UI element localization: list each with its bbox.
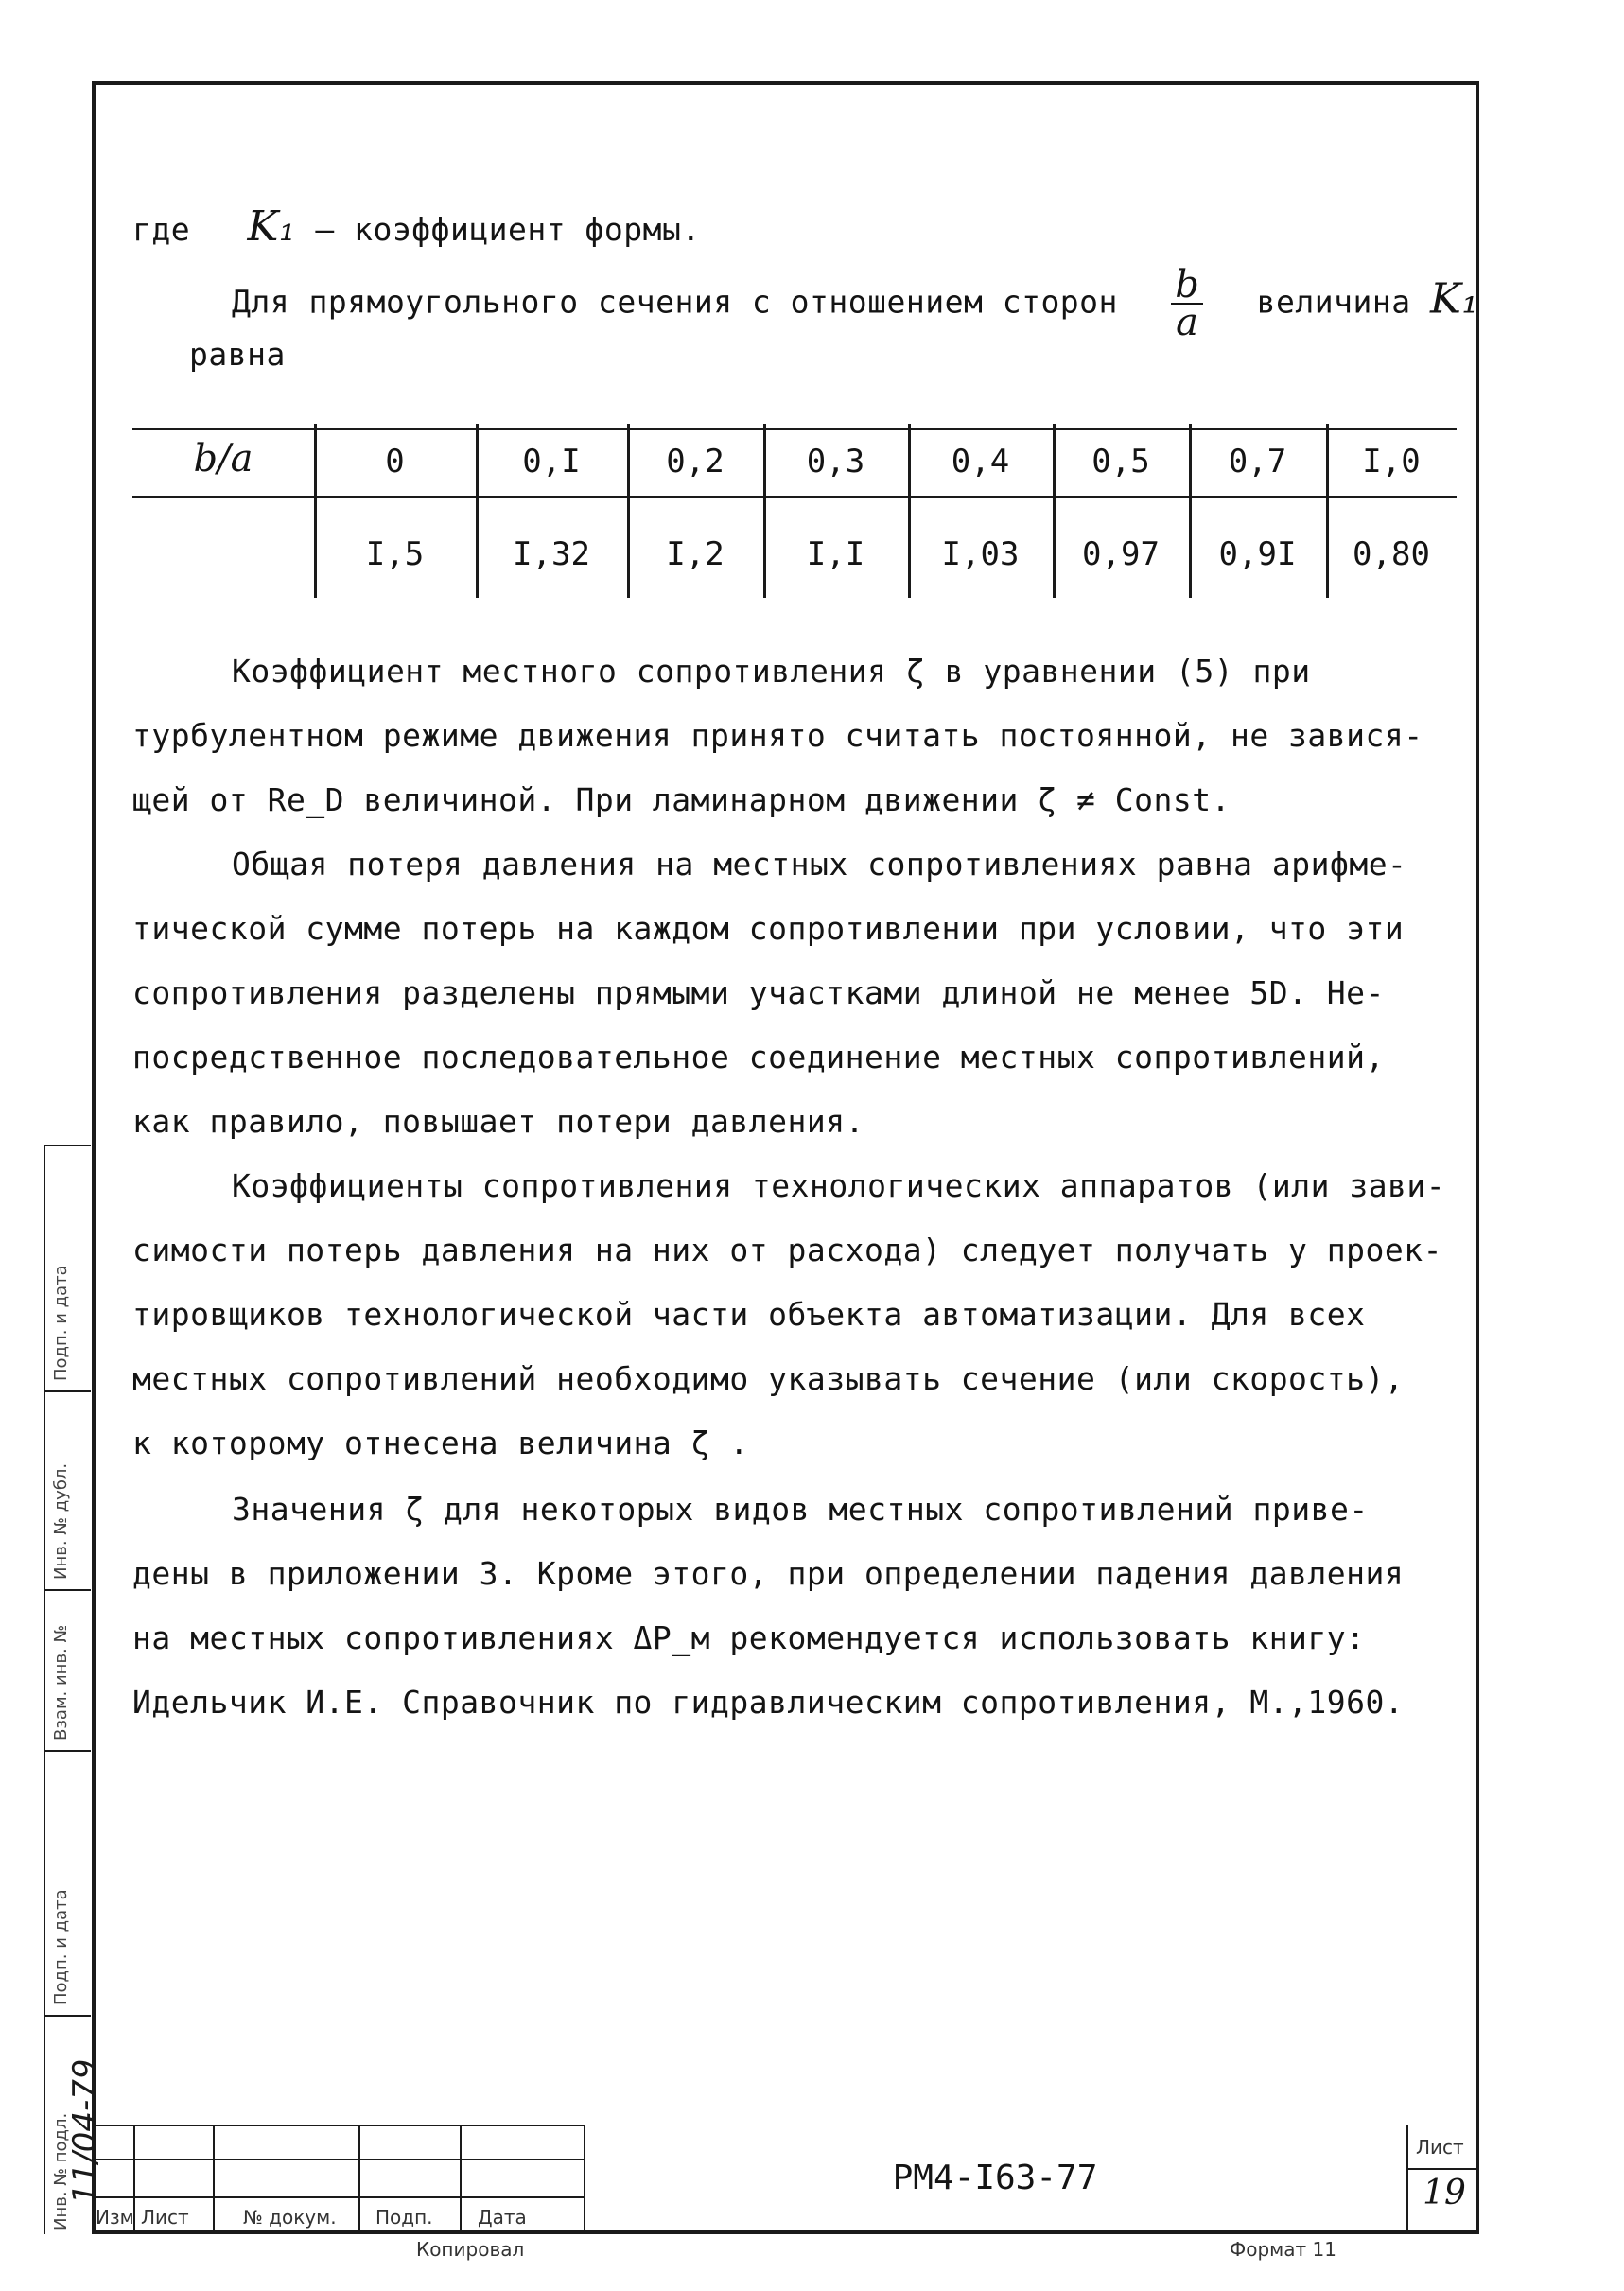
table-k-cell: I,I: [806, 535, 865, 573]
margin-handwritten-note: 11/04-79: [66, 2058, 104, 2204]
tb-col: [213, 2125, 215, 2234]
title-block: [92, 2125, 1479, 2234]
margin-field-sign-date-2: Подп. и дата: [51, 1889, 71, 2005]
tb-rule: [92, 2125, 584, 2126]
paragraph-3-line: к которому отнесена величина ζ .: [132, 1425, 749, 1461]
table-ratio-cell: I,0: [1362, 443, 1421, 481]
margin-field-sign-date: Подп. и дата: [51, 1265, 71, 1381]
ratio-text: Для прямоугольного сечения с отношением сторон: [232, 283, 1118, 321]
tb-label-izm: Изм: [96, 2206, 134, 2229]
table-ratio-cell: 0,3: [806, 443, 865, 481]
paragraph-1-line: щей от Re_D величиной. При ламинарном движении ζ ≠ Const.: [132, 781, 1231, 818]
tb-rule: [92, 2159, 584, 2160]
table-ratio-cell: 0,7: [1228, 443, 1287, 481]
fraction-numerator: b: [1175, 263, 1200, 306]
margin-field-replace-inv: Взам. инв. №: [51, 1624, 71, 1740]
word-gde: где: [132, 211, 191, 248]
tb-label-sign: Подп.: [375, 2206, 433, 2229]
paragraph-3-line: Коэффициенты сопротивления технологических аппаратов (или зави-: [232, 1167, 1446, 1204]
tb-label-date: Дата: [478, 2206, 527, 2229]
margin-divider: [44, 1145, 91, 1146]
paragraph-2-line: как правило, повышает потери давления.: [132, 1103, 864, 1140]
paragraph-4-line: Значения ζ для некоторых видов местных сопротивлений приве-: [232, 1491, 1369, 1528]
tb-label-doc: № докум.: [243, 2206, 337, 2229]
k1-definition: – коэффициент формы.: [315, 211, 701, 248]
page-frame: [92, 81, 1479, 2234]
symbol-k1-2: K₁: [1430, 274, 1479, 324]
margin-divider: [44, 1750, 91, 1752]
table-k-cell: 0,97: [1082, 535, 1160, 573]
margin-divider: [44, 1390, 91, 1392]
intro-line-1: [132, 202, 701, 251]
word-ravna: равна: [189, 336, 286, 373]
fraction-denominator: a: [1176, 301, 1199, 344]
margin-divider: [44, 1589, 91, 1591]
sheet-label: Лист: [1416, 2136, 1464, 2159]
table-k-cell: 0,9I: [1218, 535, 1297, 573]
tb-col: [358, 2125, 360, 2234]
margin-border: [44, 1145, 45, 2234]
doc-code: РМ4-I63-77: [892, 2159, 1098, 2197]
tb-rule: [1406, 2168, 1479, 2170]
paragraph-2-line: сопротивления разделены прямыми участками длиной не менее 5D. Не-: [132, 974, 1385, 1011]
table-k-cell: I,5: [365, 535, 425, 573]
table-ratio-cell: 0,2: [666, 443, 725, 481]
paragraph-3-line: симости потерь давления на них от расхода) следует получать у проек-: [132, 1232, 1443, 1268]
table-k-cell: I,32: [513, 535, 590, 573]
table-header-rule: [132, 496, 1457, 498]
k1-table: [132, 424, 1457, 598]
symbol-k1: K₁: [247, 202, 296, 251]
paragraph-2-line: Общая потеря давления на местных сопротивлениях равна арифме-: [232, 846, 1407, 883]
sheet-number: 19: [1423, 2174, 1466, 2212]
paragraph-4-line: Идельчик И.Е. Справочник по гидравлическим сопротивления, М.,1960.: [132, 1684, 1405, 1721]
intro-line-2: [232, 263, 1479, 344]
table-k-cell: I,03: [941, 535, 1020, 573]
table-k-cell: I,2: [666, 535, 725, 573]
table-header-label: b/a: [193, 437, 253, 481]
table-ratio-cell: 0,4: [951, 443, 1010, 481]
paragraph-1-line: турбулентном режиме движения принято считать постоянной, не завися-: [132, 717, 1423, 754]
table-ratio-cell: 0,I: [522, 443, 581, 481]
word-velichina: величина: [1256, 283, 1411, 321]
paragraph-4-line: на местных сопротивлениях ΔP_м рекомендуется использовать книгу:: [132, 1619, 1366, 1656]
paragraph-2-line: посредственное последовательное соединение местных сопротивлений,: [132, 1039, 1385, 1076]
table-k-cell: 0,80: [1353, 535, 1430, 573]
paragraph-2-line: тической сумме потерь на каждом сопротивлении при условии, что эти: [132, 910, 1405, 947]
copied-label: Копировал: [416, 2238, 525, 2261]
table-ratio-cell: 0,5: [1091, 443, 1150, 481]
paragraph-4-line: дены в приложении 3. Кроме этого, при определении падения давления: [132, 1555, 1405, 1592]
table-top-rule: [132, 428, 1457, 430]
tb-label-list: Лист: [141, 2206, 189, 2229]
paragraph-3-line: местных сопротивлений необходимо указывать сечение (или скорость),: [132, 1360, 1405, 1397]
paragraph-3-line: тировщиков технологической части объекта автоматизации. Для всех: [132, 1296, 1366, 1333]
fraction-b-over-a: [1171, 263, 1203, 344]
tb-col: [1406, 2125, 1408, 2234]
margin-field-orig-inv: Инв. № подл.: [51, 2112, 71, 2230]
tb-col: [460, 2125, 462, 2234]
format-label: Формат 11: [1230, 2238, 1336, 2261]
margin-divider: [44, 2015, 91, 2017]
paragraph-1-line: Коэффициент местного сопротивления ζ в уравнении (5) при: [232, 653, 1311, 690]
margin-stamp: [44, 1145, 104, 2234]
margin-field-dup-inv: Инв. № дубл.: [51, 1462, 71, 1580]
table-ratio-cell: 0: [385, 443, 405, 481]
tb-rule: [92, 2196, 584, 2198]
